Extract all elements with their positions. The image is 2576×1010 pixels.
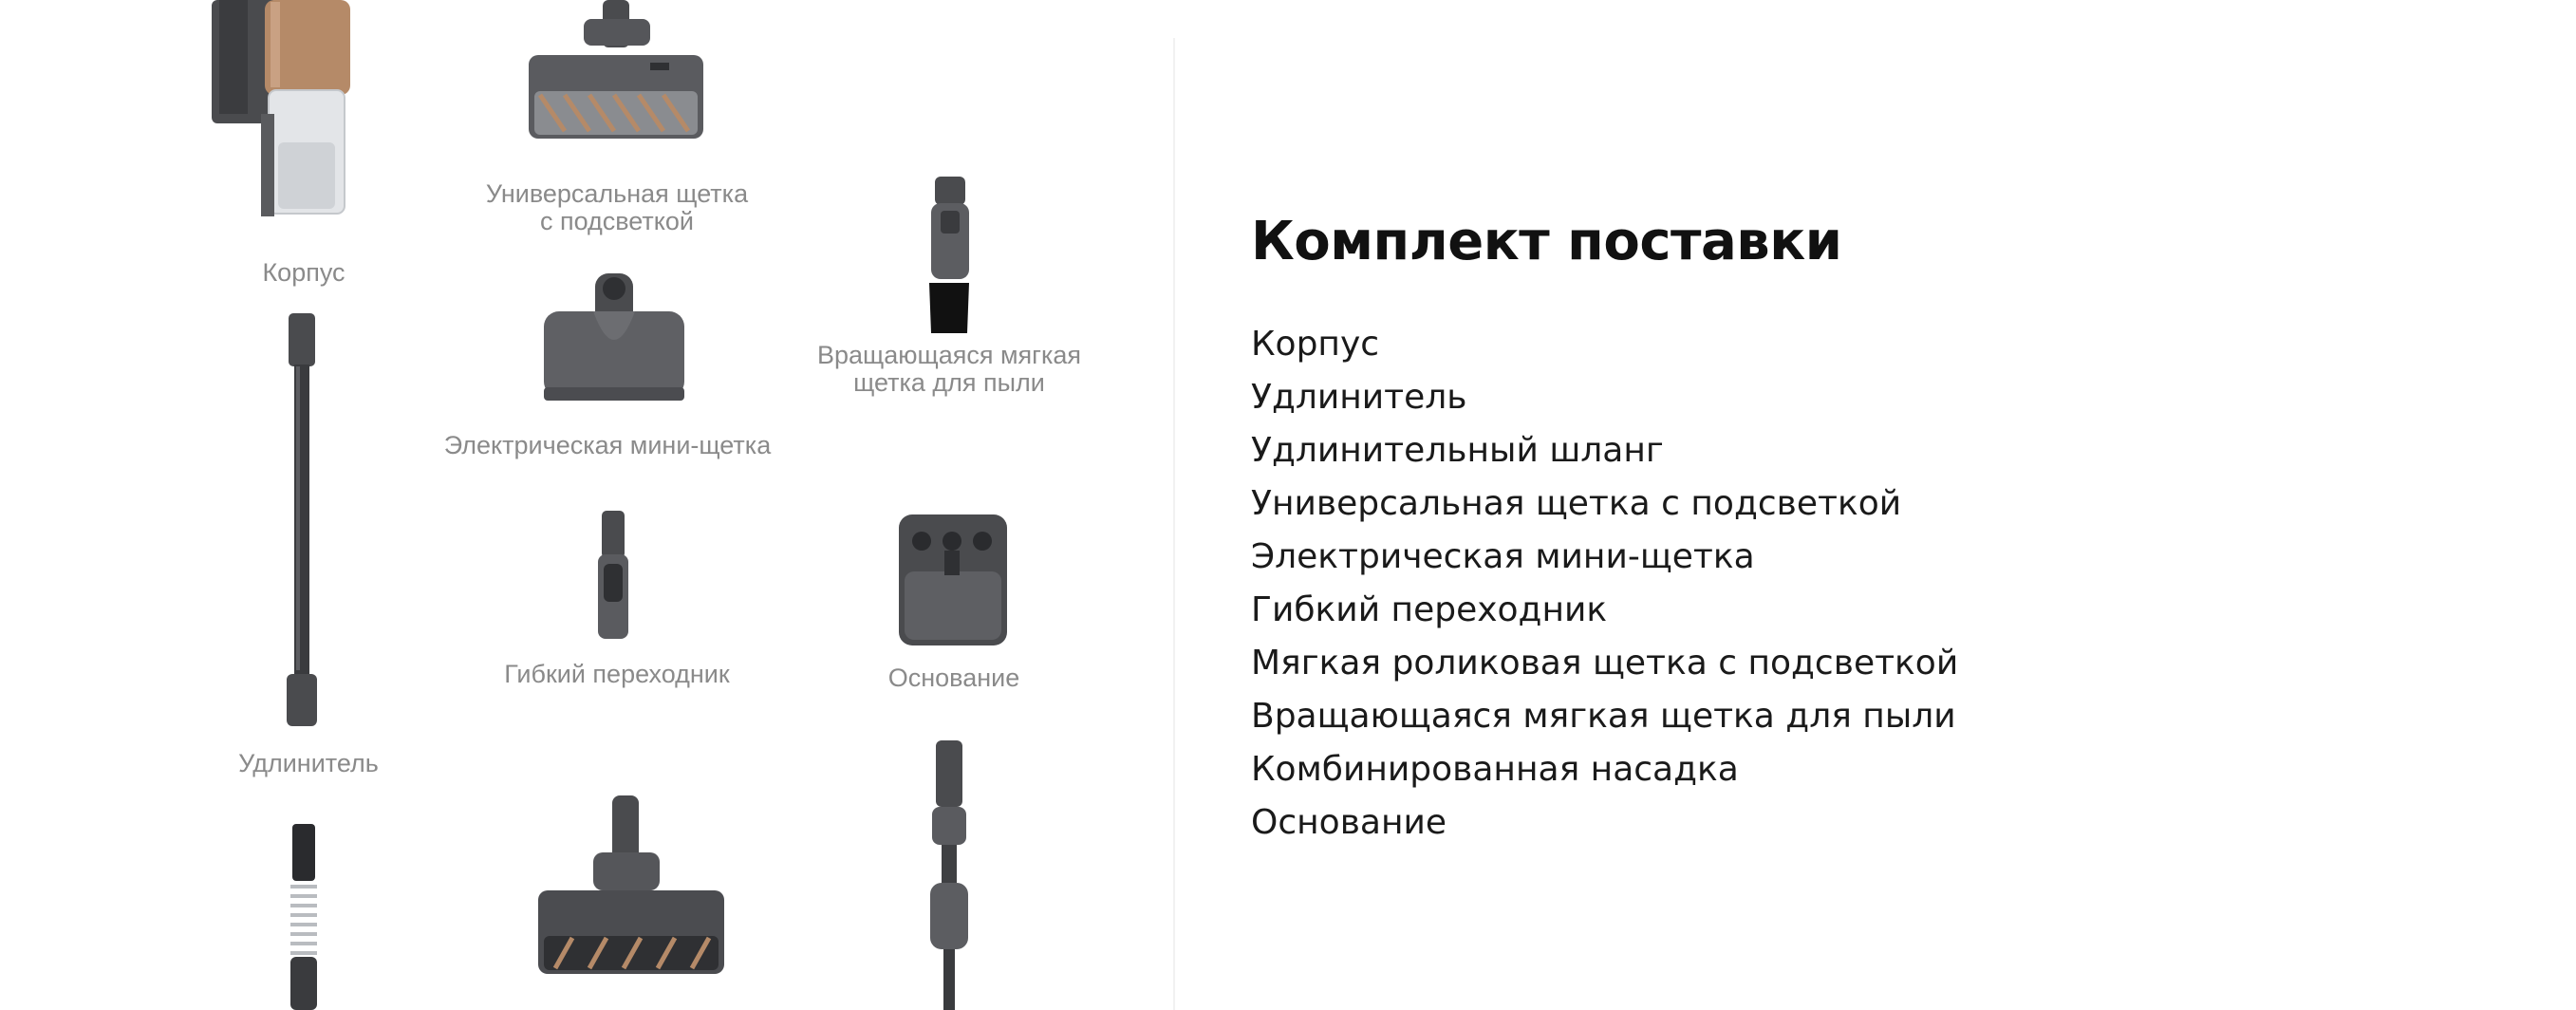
list-item: Универсальная щетка с подсветкой: [1251, 484, 1902, 523]
list-item: Гибкий переходник: [1251, 590, 1608, 629]
caption-rotating-dust-brush: Вращающаяся мягкая щетка для пыли: [816, 341, 1082, 397]
combination-nozzle-image: [921, 740, 978, 1010]
list-item: Основание: [1251, 803, 1447, 842]
caption-base: Основание: [887, 664, 1020, 692]
caption-electric-mini-brush: Электрическая мини-щетка: [443, 431, 772, 459]
universal-brush-image: [527, 0, 707, 142]
extension-tube-image: [283, 313, 321, 726]
base-station-image: [897, 513, 1009, 647]
caption-flexible-adapter: Гибкий переходник: [504, 660, 730, 688]
caption-body: Корпус: [262, 258, 345, 287]
caption-extension-tube: Удлинитель: [238, 749, 379, 777]
electric-mini-brush-image: [536, 273, 688, 406]
extension-hose-image: [285, 824, 323, 1010]
list-item: Мягкая роликовая щетка с подсветкой: [1251, 644, 1959, 683]
list-item: Комбинированная насадка: [1251, 750, 1739, 789]
vacuum-body-image: [204, 0, 356, 220]
rotating-dust-brush-image: [925, 177, 973, 333]
list-item: Вращающаяся мягкая щетка для пыли: [1251, 697, 1956, 736]
soft-roller-brush-image: [536, 795, 726, 976]
list-item: Удлинитель: [1251, 378, 1467, 417]
package-contents-list: [1251, 318, 1958, 850]
section-divider: [1173, 38, 1175, 1010]
list-item: Корпус: [1251, 325, 1380, 364]
flexible-adapter-image: [594, 511, 632, 639]
caption-universal-brush: Универсальная щетка с подсветкой: [485, 179, 749, 235]
list-item: Удлинительный шланг: [1251, 431, 1664, 470]
list-item: Электрическая мини-щетка: [1251, 537, 1755, 576]
package-contents-title: Комплект поставки: [1251, 211, 1842, 272]
